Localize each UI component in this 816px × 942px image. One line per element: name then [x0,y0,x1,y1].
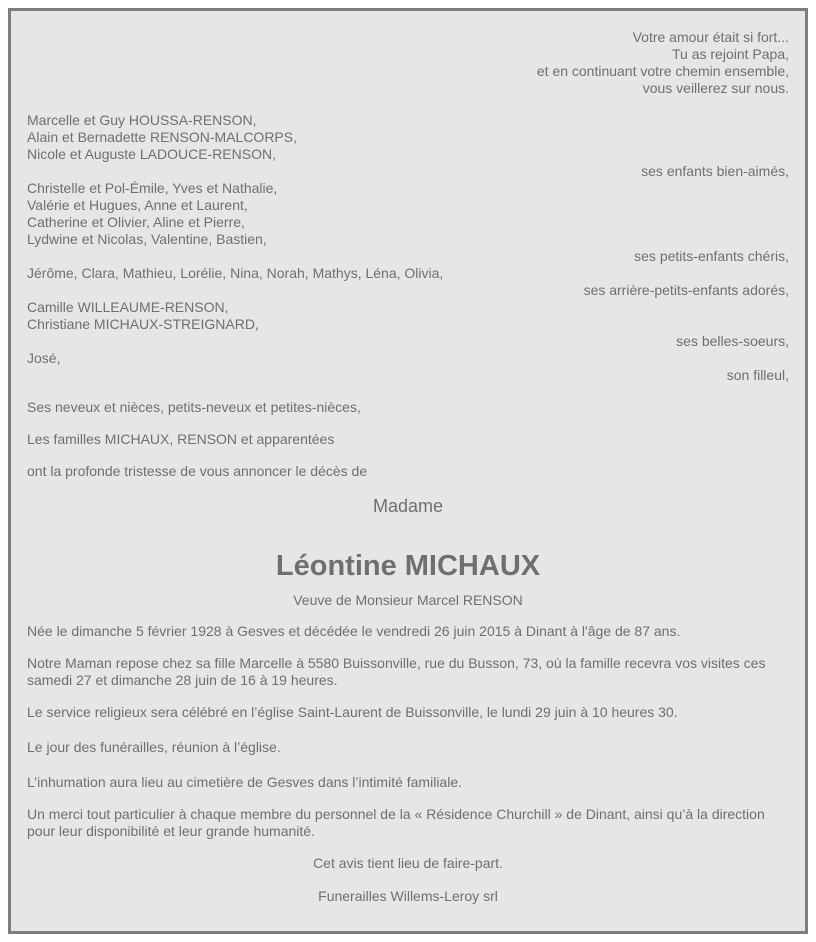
poem-line: Votre amour était si fort... [632,29,789,45]
relation-label: ses enfants bien-aimés, [641,163,789,179]
nephews-line: Ses neveux et nièces, petits-neveux et petites-nièces, [27,399,361,415]
children-list [27,112,789,180]
family-member: Alain et Bernadette RENSON-MALCORPS, [27,129,297,145]
service-paragraph: Le service religieux sera célébré en l’église Saint-Laurent de Buissonville, le lundi 29 juin à 10 heures 30. [27,704,678,720]
poem-line: vous veillerez sur nous. [642,80,789,96]
family-member: Christiane MICHAUX-STREIGNARD, [27,316,259,332]
family-member: Valérie et Hugues, Anne et Laurent, [27,197,248,213]
widow-of-line: Veuve de Monsieur Marcel RENSON [293,592,523,608]
family-member: Marcelle et Guy HOUSSA-RENSON, [27,112,257,128]
family-member: José, [27,350,61,366]
meeting-paragraph: Le jour des funérailles, réunion à l’église. [27,739,281,755]
deceased-name: Léontine MICHAUX [275,550,541,582]
poem-line: Tu as rejoint Papa, [672,46,789,62]
family-member: Catherine et Olivier, Aline et Pierre, [27,214,245,230]
relation-label: ses petits-enfants chéris, [634,248,789,264]
families-line: Les familles MICHAUX, RENSON et apparentées [27,431,335,447]
obituary-content [27,29,789,905]
burial-paragraph: L’inhumation aura lieu au cimetière de Gesves dans l’intimité familiale. [27,774,462,790]
relation-label: ses arrière-petits-enfants adorés, [583,282,789,298]
relation-label: son filleul, [726,367,789,383]
rest-paragraph: Notre Maman repose chez sa fille Marcelle à 5580 Buissonville, rue du Busson, 73, où la famille recevra vos visites ces samedi 27 et dimanche 28 juin de 16 à 19 heures. [27,655,766,688]
obituary-frame [8,8,808,934]
great-grandchildren-list [27,265,789,299]
godson-list [27,350,789,384]
thanks-paragraph: Un merci tout particulier à chaque membre du personnel de la « Résidence Churchill » de Dinant, ainsi qu’à la direction pour leur disponibilité et leur grande humanité. [27,806,765,839]
notice-line: Cet avis tient lieu de faire-part. [313,855,503,871]
birth-death-line: Née le dimanche 5 février 1928 à Gesves et décédée le vendredi 26 juin 2015 à Dinant à l'âge de 87 ans. [27,623,681,639]
grandchildren-list [27,180,789,265]
sisters-in-law-list [27,299,789,350]
title-madame: Madame [372,496,444,516]
relation-label: ses belles-soeurs, [676,333,789,349]
announcement-line: ont la profonde tristesse de vous annoncer le décès de [27,463,368,479]
poem [27,29,789,97]
funeral-home-line: Funerailles Willems-Leroy srl [318,888,498,904]
family-member: Lydwine et Nicolas, Valentine, Bastien, [27,231,267,247]
poem-line: et en continuant votre chemin ensemble, [536,63,789,79]
family-member: Jérôme, Clara, Mathieu, Lorélie, Nina, Norah, Mathys, Léna, Olivia, [27,265,444,281]
family-member: Camille WILLEAUME-RENSON, [27,299,229,315]
family-member: Christelle et Pol-Émile, Yves et Nathalie, [27,180,278,196]
family-member: Nicole et Auguste LADOUCE-RENSON, [27,146,276,162]
